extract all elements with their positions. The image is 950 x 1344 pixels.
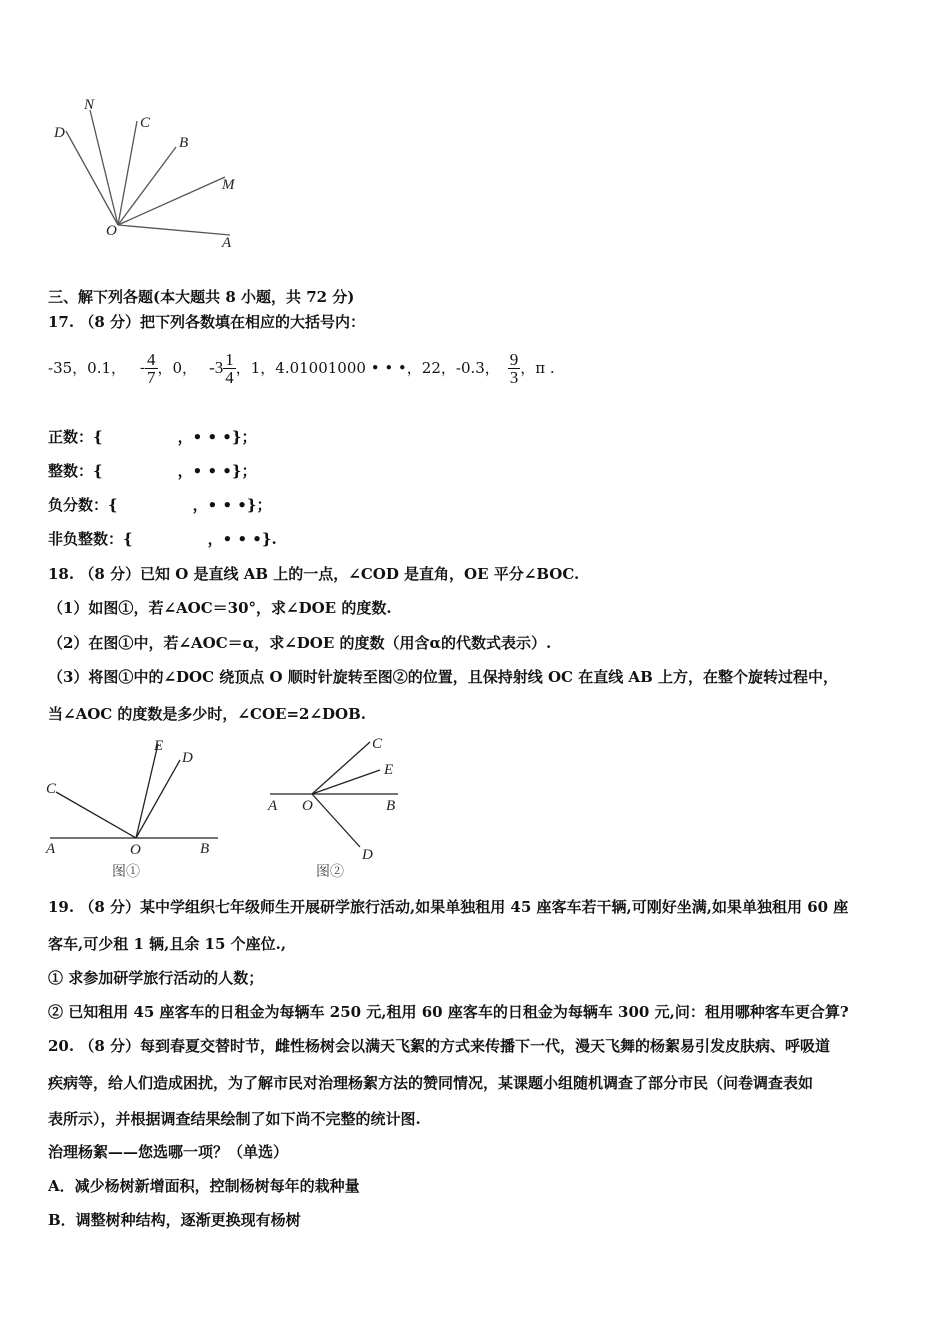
set-positive: 正数：{ ，• • •}； bbox=[48, 428, 257, 446]
frac1-num: 4 bbox=[147, 349, 156, 369]
label-M: M bbox=[222, 177, 235, 193]
numbers-part-b: ，0， bbox=[157, 359, 198, 377]
fig2-label-D: D bbox=[362, 847, 373, 863]
fig1-label-O: O bbox=[130, 842, 141, 858]
q20-option-a: A．减少杨树新增面积，控制杨树每年的栽种量 bbox=[48, 1177, 360, 1195]
label-C: C bbox=[140, 115, 151, 131]
frac2-num: 9 bbox=[509, 349, 519, 369]
q20-line-1: 20. （8 分）每到春夏交替时节，雌性杨树会以满天飞絮的方式来传播下一代，漫天飞舞的杨絮易引发皮肤病、呼吸道 bbox=[48, 1037, 830, 1055]
set-integer: 整数：{ ，• • •}； bbox=[48, 462, 257, 480]
fig2-label-C: C bbox=[372, 736, 383, 752]
fig1-caption: 图① bbox=[112, 865, 140, 880]
label-A: A bbox=[222, 235, 232, 251]
q19-line-1: 19. （8 分）某中学组织七年级师生开展研学旅行活动,如果单独租用 45 座客车若干辆,可刚好坐满,如果单独租用 60 座 bbox=[48, 898, 849, 916]
q19-subq-2: ② 已知租用 45 座客车的日租金为每辆车 250 元,租用 60 座客车的日租金为每辆车 300 元,问：租用哪种客车更合算? bbox=[48, 1003, 849, 1021]
label-N: N bbox=[84, 97, 95, 113]
q18-part-2: （2）在图①中，若∠AOC＝α，求∠DOE 的度数（用含α的代数式表示）. bbox=[48, 634, 552, 652]
frac2-den: 3 bbox=[509, 367, 519, 387]
fig1-label-D: D bbox=[182, 750, 193, 766]
fig1-label-A: A bbox=[46, 841, 56, 857]
label-D: D bbox=[54, 125, 65, 141]
q19-line-2: 客车,可少租 1 辆,且余 15 个座位., bbox=[48, 935, 287, 953]
mixed-den: 4 bbox=[225, 367, 234, 387]
q20-survey-title: 治理杨絮——您选哪一项？（单选） bbox=[48, 1143, 289, 1161]
numbers-part-a: -35，0.1， bbox=[48, 359, 127, 377]
fraction-sign: - bbox=[140, 360, 146, 376]
q20-line-3: 表所示），并根据调查结果绘制了如下尚不完整的统计图. bbox=[48, 1110, 421, 1128]
q18-part-3: （3）将图①中的∠DOC 绕顶点 O 顺时针旋转至图②的位置，且保持射线 OC 在直线 AB 上方，在整个旋转过程中， bbox=[48, 668, 838, 686]
fig2-label-A: A bbox=[268, 798, 278, 814]
set-negative-fraction: 负分数：{ ，• • •}； bbox=[48, 496, 272, 514]
q18-part-3-cont: 当∠AOC 的度数是多少时，∠COE=2∠DOB. bbox=[48, 705, 366, 723]
fig2-caption: 图② bbox=[316, 865, 344, 880]
q17-numbers bbox=[48, 345, 555, 391]
mixed-num: 1 bbox=[225, 349, 234, 369]
fraction-1-4 bbox=[223, 351, 236, 386]
fig1-label-E: E bbox=[154, 738, 164, 754]
q20-option-b: B．调整树种结构，逐渐更换现有杨树 bbox=[48, 1211, 301, 1229]
label-B: B bbox=[179, 135, 189, 151]
numbers-part-d: ，π . bbox=[520, 359, 555, 377]
label-O: O bbox=[106, 223, 117, 239]
q19-subq-1: ① 求参加研学旅行活动的人数； bbox=[48, 969, 264, 987]
fig1-label-B: B bbox=[200, 841, 210, 857]
mixed-whole: -3 bbox=[209, 358, 224, 377]
figure-1 bbox=[40, 732, 230, 882]
fig2-label-E: E bbox=[384, 762, 394, 778]
q18-title: 18. （8 分）已知 O 是直线 AB 上的一点，∠COD 是直角，OE 平分∠BOC. bbox=[48, 565, 580, 583]
frac1-den: 7 bbox=[147, 367, 156, 387]
q18-part-1: （1）如图①，若∠AOC＝30°，求∠DOE 的度数. bbox=[48, 599, 392, 617]
figure-2 bbox=[262, 732, 422, 882]
fig2-label-B: B bbox=[386, 798, 396, 814]
rays-figure bbox=[40, 95, 260, 255]
section-title: 三、解下列各题(本大题共 8 小题，共 72 分) bbox=[48, 288, 355, 306]
set-nonnegative-integer: 非负整数：{ ，• • •}. bbox=[48, 530, 277, 548]
fraction-9-3 bbox=[508, 351, 521, 386]
numbers-part-c: ，1，4.01001000 • • •，22，-0.3， bbox=[235, 359, 500, 377]
fraction-4-7 bbox=[145, 351, 158, 386]
fig2-label-O: O bbox=[302, 798, 313, 814]
q17-title: 17. （8 分）把下列各数填在相应的大括号内： bbox=[48, 313, 365, 331]
fig1-label-C: C bbox=[46, 781, 57, 797]
q20-line-2: 疾病等，给人们造成困扰，为了解市民对治理杨絮方法的赞同情况，某课题小组随机调查了部分市民（问卷调查表如 bbox=[48, 1074, 814, 1092]
